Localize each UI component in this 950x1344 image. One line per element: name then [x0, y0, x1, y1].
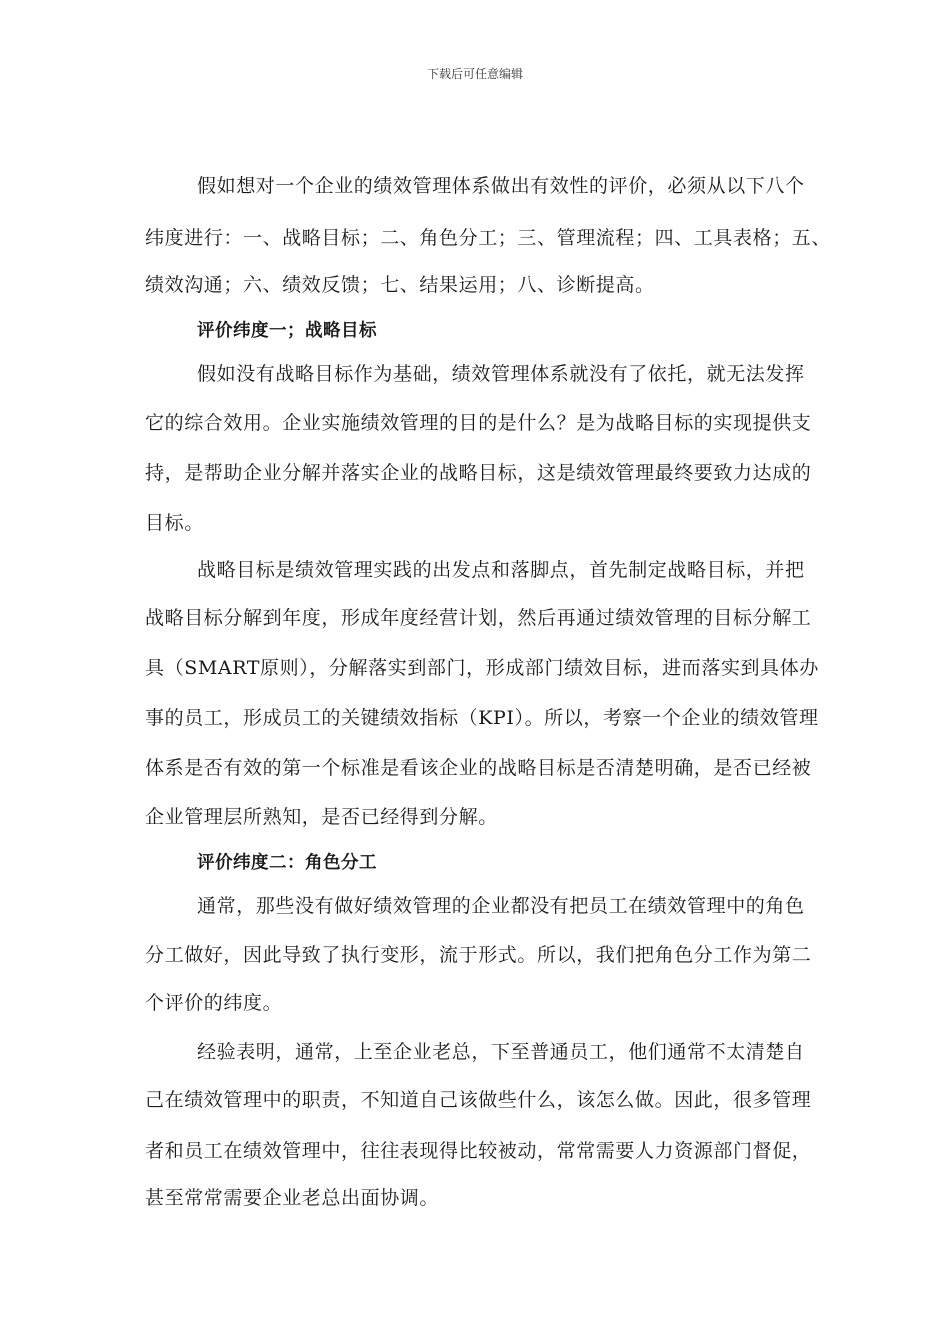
p2-line-2: 战略目标分解到年度，形成年度经营计划，然后再通过绩效管理的目标分解工 [145, 607, 812, 629]
p2-line-1: 战略目标是绩效管理实践的出发点和落脚点，首先制定战略目标，并把 [197, 559, 805, 581]
p1-line-2: 它的综合效用。企业实施绩效管理的目的是什么？是为战略目标的实现提供支 [145, 412, 812, 434]
intro-line-3: 绩效沟通；六、绩效反馈；七、结果运用；八、诊断提高。 [145, 274, 655, 296]
p1-line-1: 假如没有战略目标作为基础，绩效管理体系就没有了依托，就无法发挥 [197, 363, 805, 385]
intro-line-1: 假如想对一个企业的绩效管理体系做出有效性的评价，必须从以下八个 [197, 175, 805, 197]
p2-line-5: 体系是否有效的第一个标准是看该企业的战略目标是否清楚明确，是否已经被 [145, 757, 812, 779]
section-heading-2: 评价纬度二：角色分工 [197, 853, 377, 873]
p1-line-4: 目标。 [145, 512, 204, 534]
p4-line-2: 己在绩效管理中的职责，不知道自己该做些什么，该怎么做。因此，很多管理 [145, 1089, 812, 1111]
section-heading-1: 评价纬度一；战略目标 [197, 321, 377, 341]
p3-line-3: 个评价的纬度。 [145, 992, 283, 1014]
p3-line-1: 通常，那些没有做好绩效管理的企业都没有把员工在绩效管理中的角色 [197, 895, 805, 917]
p3-line-2: 分工做好，因此导致了执行变形，流于形式。所以，我们把角色分工作为第二 [145, 944, 812, 966]
p4-line-3: 者和员工在绩效管理中，往往表现得比较被动，常常需要人力资源部门督促， [145, 1140, 812, 1162]
page-header-note: 下载后可任意编辑 [426, 67, 523, 81]
intro-line-2: 纬度进行：一、战略目标；二、角色分工；三、管理流程；四、工具表格；五、 [145, 227, 832, 249]
p1-line-3: 持，是帮助企业分解并落实企业的战略目标，这是绩效管理最终要致力达成的 [145, 462, 812, 484]
p4-line-1: 经验表明，通常，上至企业老总，下至普通员工，他们通常不太清楚自 [197, 1041, 805, 1063]
p4-line-4: 甚至常常需要企业老总出面协调。 [145, 1187, 440, 1209]
p2-line-4: 事的员工，形成员工的关键绩效指标（KPI）。所以，考察一个企业的绩效管理 [145, 707, 819, 729]
p2-line-6: 企业管理层所熟知，是否已经得到分解。 [145, 806, 498, 828]
p2-line-3: 具（SMART原则），分解落实到部门，形成部门绩效目标，进而落实到具体办 [145, 657, 819, 679]
